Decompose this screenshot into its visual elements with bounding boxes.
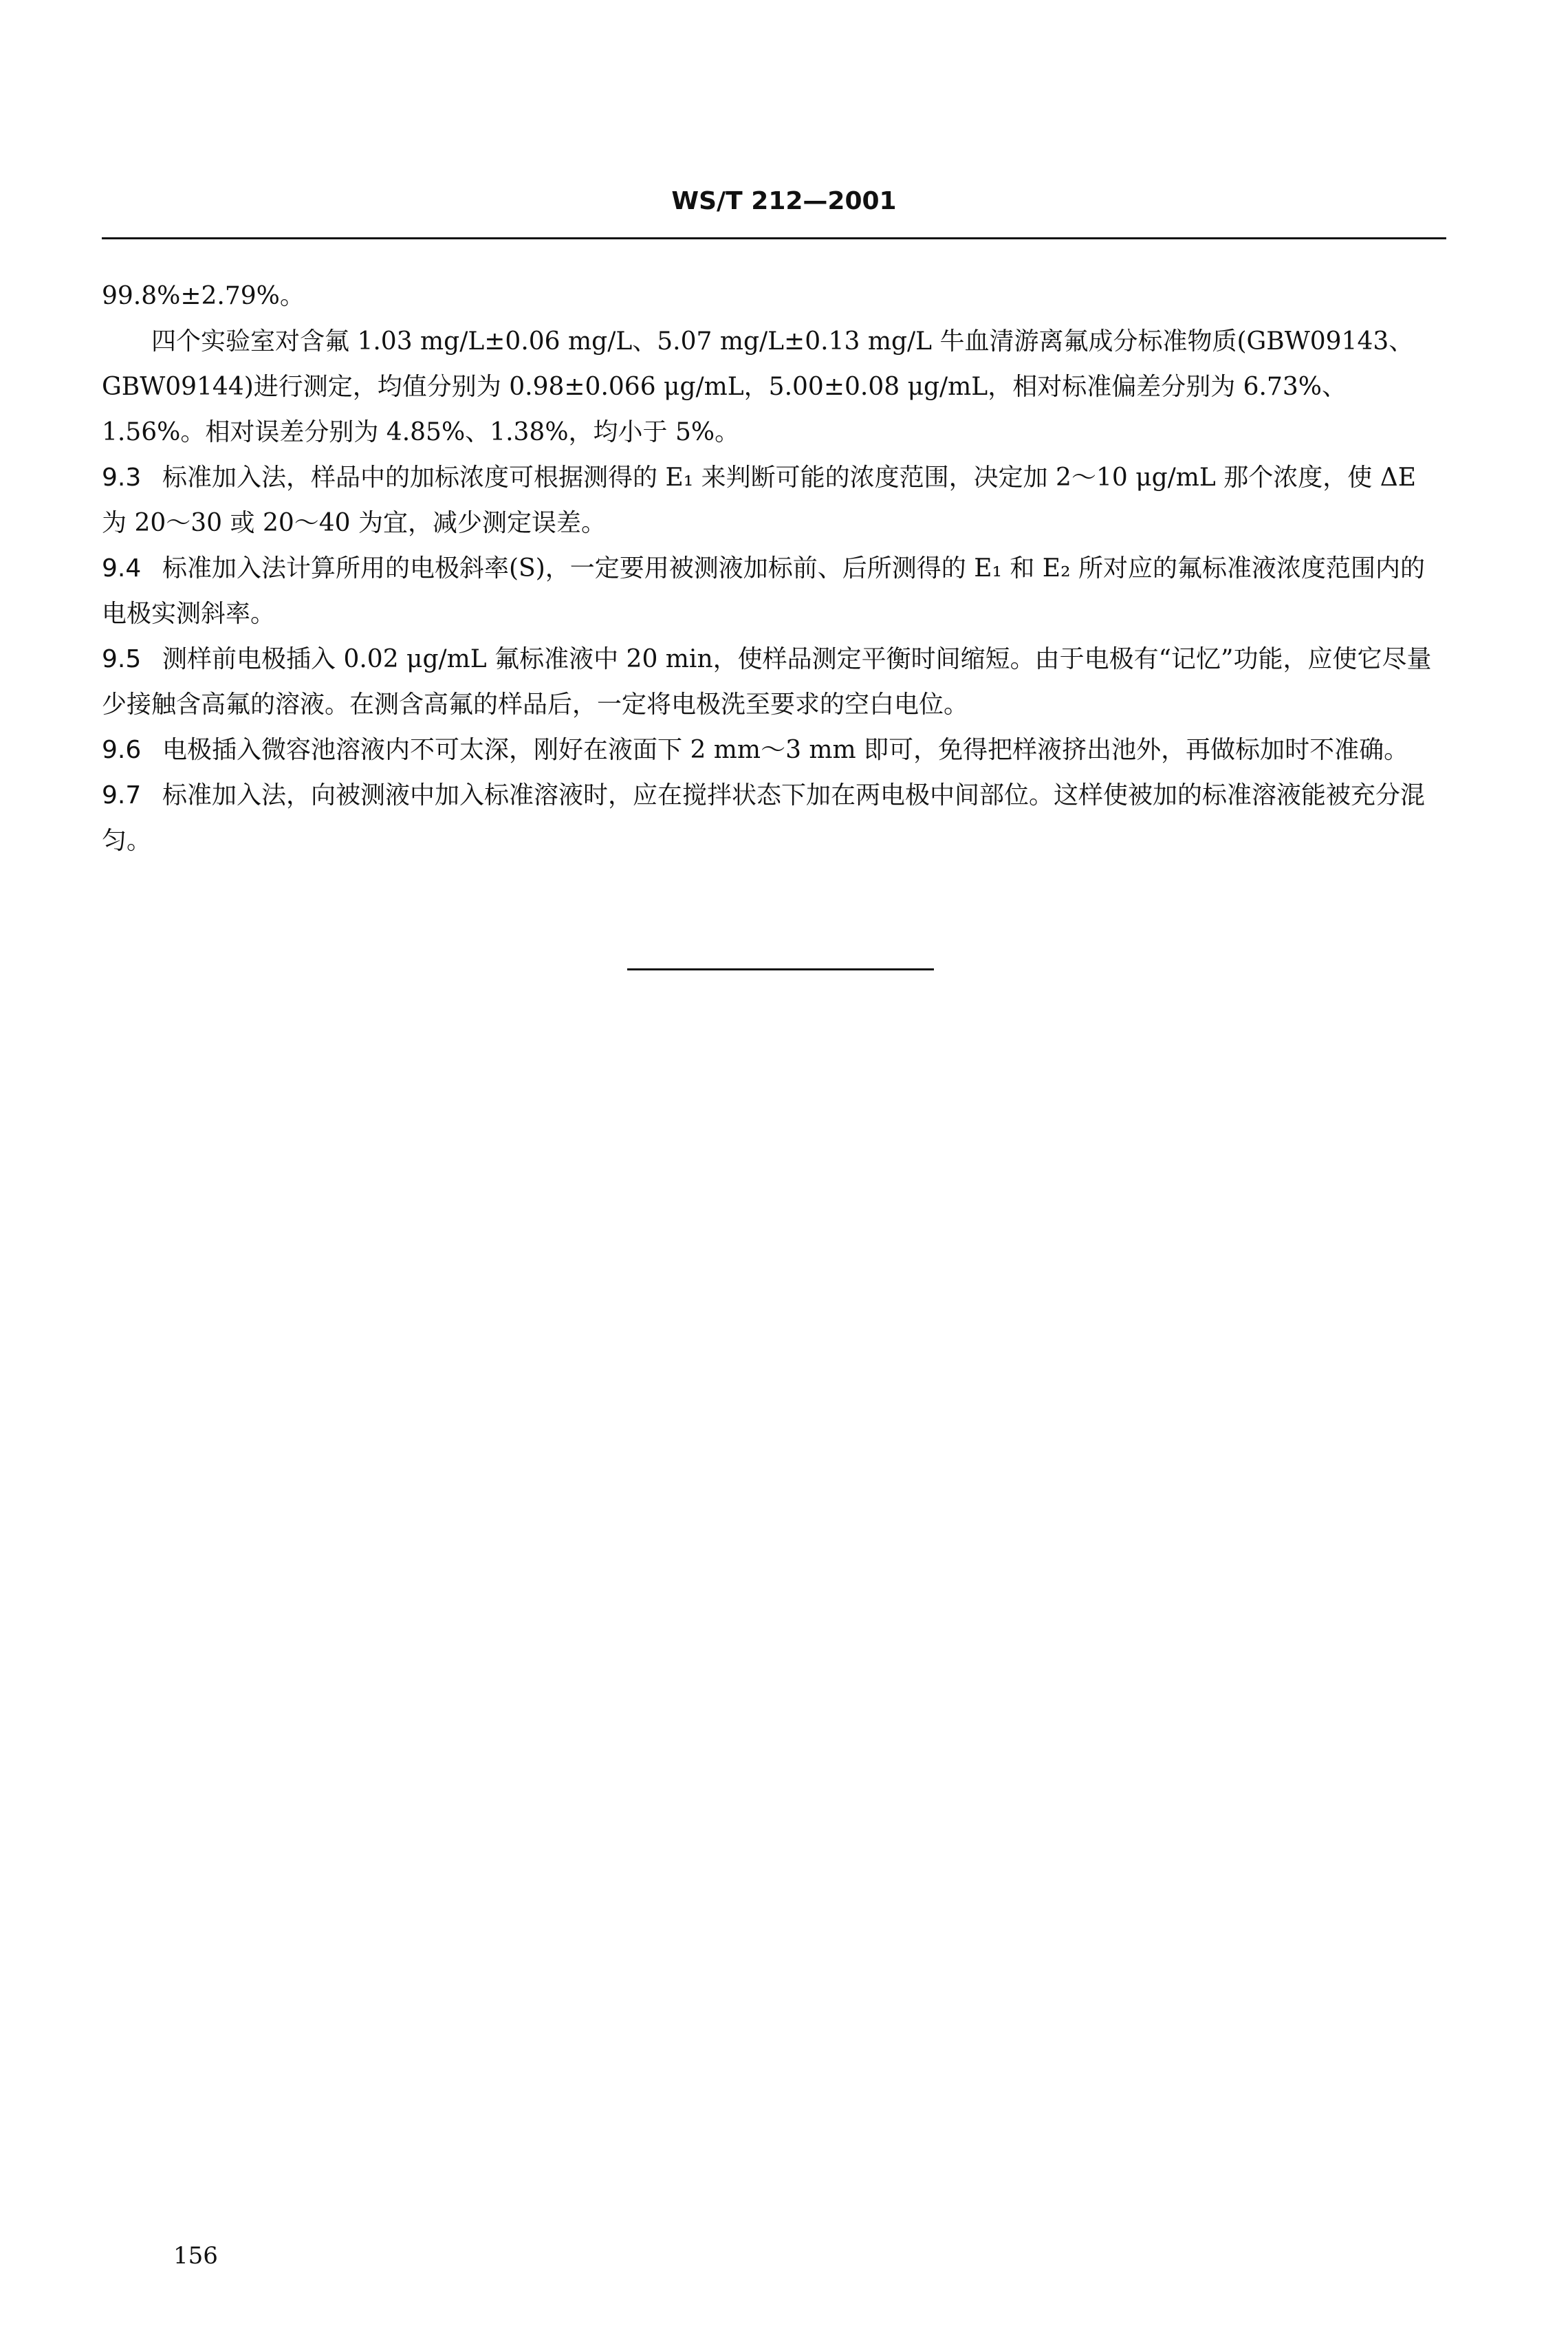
clause-text: 标准加入法，样品中的加标浓度可根据测得的 E₁ 来判断可能的浓度范围，决定加 2～10 μg/mL 那个浓度，使 ΔE 为 20～30 或 20～40 为宜，减少测定误差。	[102, 464, 1416, 537]
header-rule	[102, 237, 1446, 239]
standard-code-header: WS/T 212—2001	[671, 187, 897, 215]
clause-number: 9.6	[102, 736, 142, 764]
clause-number: 9.3	[102, 464, 142, 492]
clause-number: 9.7	[102, 781, 142, 809]
clause-9-7	[102, 773, 1446, 864]
clause-number: 9.5	[102, 645, 142, 673]
document-body	[102, 274, 1446, 864]
continued-line: 99.8%±2.79%。	[102, 282, 305, 310]
clause-9-3	[102, 455, 1446, 546]
clause-text: 标准加入法计算所用的电极斜率(S)，一定要用被测液加标前、后所测得的 E₁ 和 E₂ 所对应的氟标准液浓度范围内的电极实测斜率。	[102, 554, 1425, 628]
clause-number: 9.4	[102, 554, 142, 583]
clause-9-5	[102, 637, 1446, 728]
clause-9-6	[102, 728, 1446, 773]
clause-text: 标准加入法，向被测液中加入标准溶液时，应在搅拌状态下加在两电极中间部位。这样使被加的标准溶液能被充分混匀。	[102, 781, 1426, 855]
clause-text: 测样前电极插入 0.02 μg/mL 氟标准液中 20 min，使样品测定平衡时间缩短。由于电极有“记忆”功能，应使它尽量少接触含高氟的溶液。在测含高氟的样品后，一定将电极洗至要求的空白电位。	[102, 645, 1432, 719]
end-of-document-rule	[627, 968, 934, 970]
clause-9-4	[102, 546, 1446, 637]
lab-results-paragraph: 四个实验室对含氟 1.03 mg/L±0.06 mg/L、5.07 mg/L±0.13 mg/L 牛血清游离氟成分标准物质(GBW09143、GBW09144)进行测定，均值分别为 0.98±0.066 μg/mL，5.00±0.08 μg/mL，相对标准偏差分别为 6.73%、1.56%。相对误差分别为 4.85%、1.38%，均小于 5%。	[102, 327, 1414, 446]
clause-text: 电极插入微容池溶液内不可太深，刚好在液面下 2 mm～3 mm 即可，免得把样液挤出池外，再做标加时不准确。	[162, 736, 1409, 764]
page-number: 156	[173, 2242, 218, 2270]
